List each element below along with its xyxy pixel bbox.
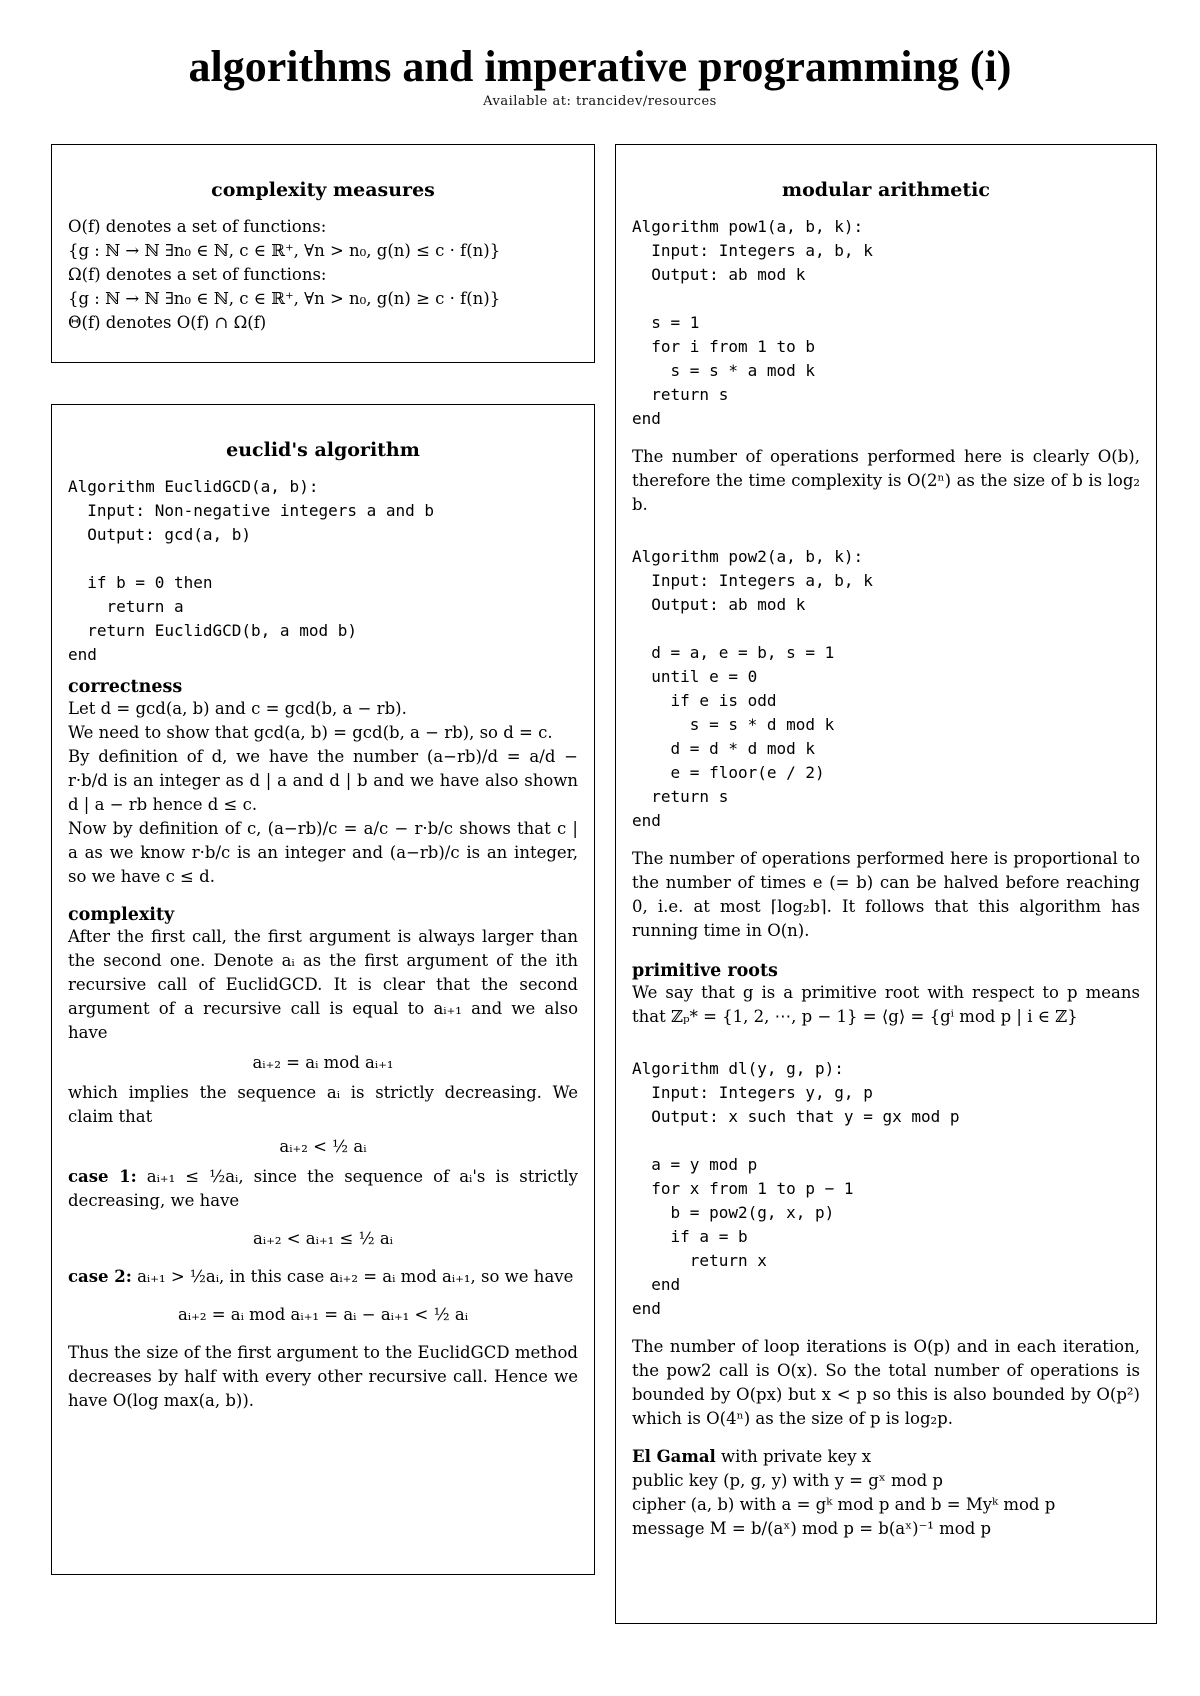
text-line: with private key x <box>721 1447 872 1466</box>
paragraph <box>68 1265 578 1289</box>
section-title: complexity measures <box>211 179 435 201</box>
code-block: Algorithm dl(y, g, p): Input: Integers y, g, p Output: x such that y = gx mod p a = y mod p for x from 1 to p − 1 b = pow2(g, x, p) if a = b return x end end <box>632 1059 960 1318</box>
page-subtitle: Available at: trancidev/resources <box>483 94 717 109</box>
section-title: euclid's algorithm <box>226 439 420 461</box>
text-line: O(f) denotes a set of functions: <box>68 217 327 236</box>
text-line: {g : ℕ → ℕ ∃n₀ ∈ ℕ, c ∈ ℝ⁺, ∀n > n₀, g(n) ≥ c · f(n)} <box>68 289 501 308</box>
case-label: case 1: <box>68 1167 137 1186</box>
code-block: Algorithm pow2(a, b, k): Input: Integers a, b, k Output: ab mod k d = a, e = b, s = 1 until e = 0 if e is odd s = s * d mod k d = d * d mod k e = floor(e / 2) return s end <box>632 547 873 830</box>
subsection-heading: correctness <box>68 677 183 697</box>
paragraph <box>68 1165 578 1213</box>
paragraph: Thus the size of the first argument to the EuclidGCD method decreases by half with every other recursive call. Hence we have O(log max(a, b)). <box>68 1343 578 1410</box>
paragraph: Now by definition of c, (a−rb)/c = a/c − r·b/c shows that c | a as we know r·b/c is an integer and (a−rb)/c is an integer, so we have c ≤ d. <box>68 819 578 886</box>
equation: aᵢ₊₂ = aᵢ mod aᵢ₊₁ <box>252 1053 394 1072</box>
section-title: modular arithmetic <box>782 179 990 201</box>
equation: aᵢ₊₂ = aᵢ mod aᵢ₊₁ = aᵢ − aᵢ₊₁ < ½ aᵢ <box>177 1305 469 1324</box>
equation: aᵢ₊₂ < aᵢ₊₁ ≤ ½ aᵢ <box>253 1229 393 1248</box>
paragraph: which implies the sequence aᵢ is strictly decreasing. We claim that <box>68 1083 578 1126</box>
paragraph: Let d = gcd(a, b) and c = gcd(b, a − rb). <box>68 699 407 718</box>
text-line: message M = b/(aˣ) mod p = b(aˣ)⁻¹ mod p <box>632 1519 992 1538</box>
modular-arithmetic-box <box>615 144 1157 1624</box>
euclid-box <box>51 404 595 1575</box>
case-text: aᵢ₊₁ > ½aᵢ, in this case aᵢ₊₂ = aᵢ mod aᵢ₊₁, so we have <box>137 1267 574 1286</box>
code-block: Algorithm EuclidGCD(a, b): Input: Non-negative integers a and b Output: gcd(a, b) if b = 0 then return a return EuclidGCD(b, a mod b) end <box>68 477 435 664</box>
case-text: aᵢ₊₁ ≤ ½aᵢ, since the sequence of aᵢ's is strictly decreasing, we have <box>68 1167 578 1210</box>
subsection-heading: complexity <box>68 905 175 925</box>
complexity-measures-box <box>51 144 595 363</box>
paragraph: The number of loop iterations is O(p) and in each iteration, the pow2 call is O(x). So the total number of operations is bounded by O(px) but x < p so this is also bounded by O(p²) which is O(4ⁿ) as the size of p is log₂p. <box>632 1337 1140 1428</box>
text-line: Θ(f) denotes O(f) ∩ Ω(f) <box>68 313 267 332</box>
paragraph: We say that g is a primitive root with respect to p means that ℤₚ* = {1, 2, ⋯, p − 1} = ⟨g⟩ = {gⁱ mod p | i ∈ ℤ} <box>632 983 1140 1026</box>
paragraph: The number of operations performed here is proportional to the number of times e (= b) can be halved before reaching 0, i.e. at most ⌈log₂b⌉. It follows that this algorithm has running time in O(n). <box>632 849 1140 940</box>
paragraph <box>632 1445 1140 1469</box>
text-line: {g : ℕ → ℕ ∃n₀ ∈ ℕ, c ∈ ℝ⁺, ∀n > n₀, g(n) ≤ c · f(n)} <box>68 241 501 260</box>
paragraph: By definition of d, we have the number (a−rb)/d = a/d − r·b/d is an integer as d | a and d | b and we have also shown d | a − rb hence d ≤ c. <box>68 747 578 814</box>
text-line: public key (p, g, y) with y = gˣ mod p <box>632 1471 943 1490</box>
paragraph: The number of operations performed here is clearly O(b), therefore the time complexity is O(2ⁿ) as the size of b is log₂ b. <box>632 447 1140 514</box>
case-label: case 2: <box>68 1267 132 1286</box>
paragraph: After the first call, the first argument is always larger than the second one. Denote aᵢ as the first argument of the ith recursive call of EuclidGCD. It is clear that the second argument of a recursive call is equal to aᵢ₊₁ and we also have <box>68 927 578 1042</box>
page-title: algorithms and imperative programming (i) <box>188 42 1012 91</box>
code-block: Algorithm pow1(a, b, k): Input: Integers a, b, k Output: ab mod k s = 1 for i from 1 to b s = s * a mod k return s end <box>632 217 873 428</box>
equation: aᵢ₊₂ < ½ aᵢ <box>279 1137 367 1156</box>
elgamal-heading: El Gamal <box>632 1447 716 1466</box>
paragraph: We need to show that gcd(a, b) = gcd(b, a − rb), so d = c. <box>68 723 553 742</box>
text-line: cipher (a, b) with a = gᵏ mod p and b = Myᵏ mod p <box>632 1495 1056 1514</box>
text-line: Ω(f) denotes a set of functions: <box>68 265 327 284</box>
subsection-heading: primitive roots <box>632 961 778 981</box>
